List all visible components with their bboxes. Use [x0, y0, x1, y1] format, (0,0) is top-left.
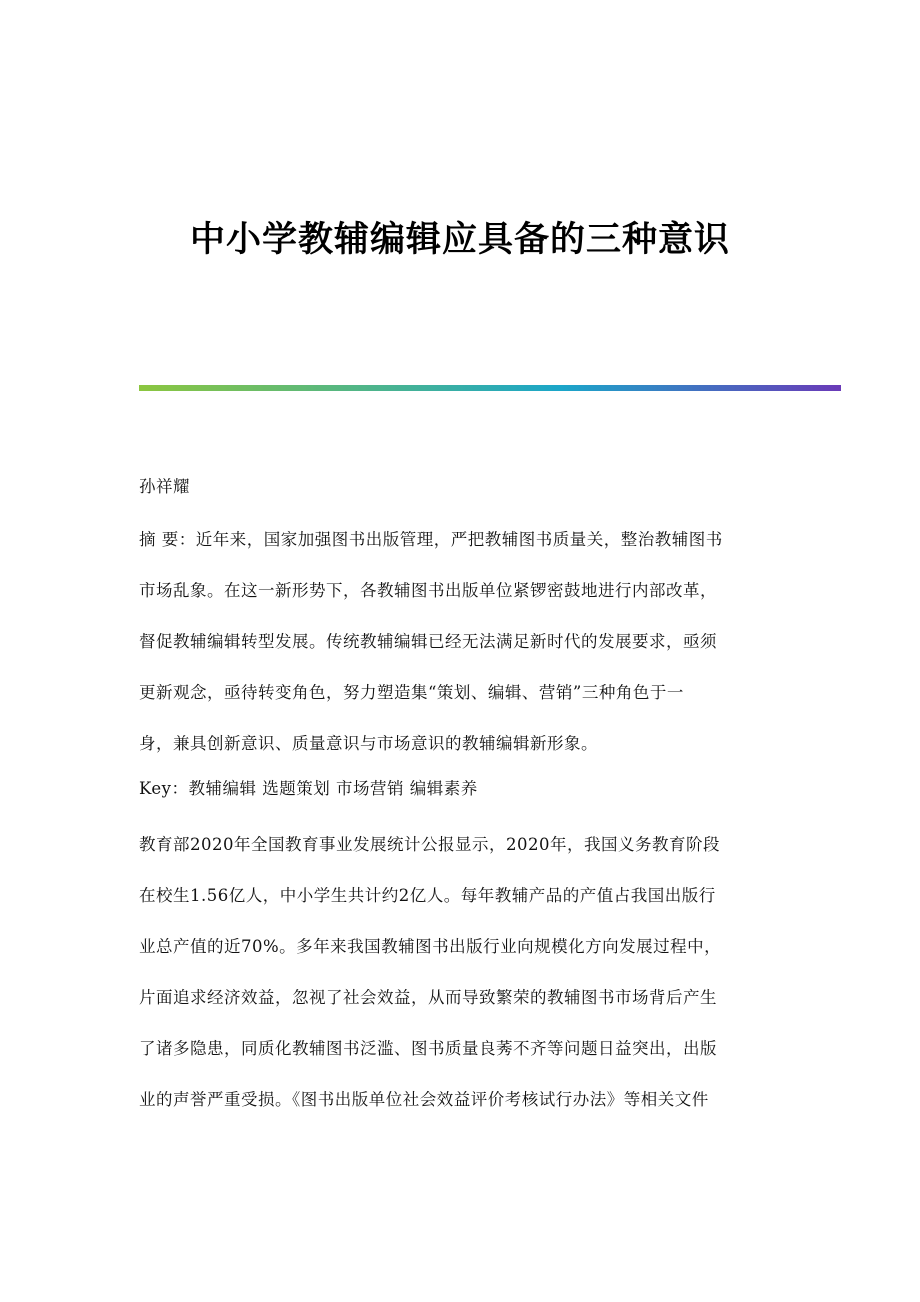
abstract-line: 更新观念，亟待转变角色，努力塑造集“策划、编辑、营销”三种角色于一: [139, 683, 684, 702]
abstract-line: 身，兼具创新意识、质量意识与市场意识的教辅编辑新形象。: [139, 734, 598, 753]
body-line: 业总产值的近70%。多年来我国教辅图书出版行业向规模化方向发展过程中，: [139, 937, 722, 956]
body-paragraph: [139, 828, 779, 1134]
author-name: 孙祥耀: [139, 477, 190, 496]
body-line: 了诸多隐患，同质化教辅图书泛滥、图书质量良莠不齐等问题日益突出，出版: [139, 1039, 717, 1058]
keywords-line: Key：教辅编辑 选题策划 市场营销 编辑素养: [139, 779, 478, 798]
abstract-line: 市场乱象。在这一新形势下，各教辅图书出版单位紧锣密鼓地进行内部改革，: [139, 581, 717, 600]
body-line: 在校生1.56亿人，中小学生共计约2亿人。每年教辅产品的产值占我国出版行: [139, 886, 716, 905]
body-line: 业的声誉严重受损。《图书出版单位社会效益评价考核试行办法》等相关文件: [139, 1090, 709, 1109]
abstract-line: 摘 要：近年来，国家加强图书出版管理，严把教辅图书质量关，整治教辅图书: [139, 530, 723, 549]
abstract-line: 督促教辅编辑转型发展。传统教辅编辑已经无法满足新时代的发展要求，亟须: [139, 632, 717, 651]
keywords: [139, 772, 779, 806]
title-divider: [139, 385, 841, 391]
body-line: 片面追求经济效益，忽视了社会效益，从而导致繁荣的教辅图书市场背后产生: [139, 988, 717, 1007]
body-line: 教育部2020年全国教育事业发展统计公报显示，2020年，我国义务教育阶段: [139, 835, 720, 854]
abstract: [139, 523, 779, 778]
document-title: 中小学教辅编辑应具备的三种意识: [189, 220, 730, 260]
